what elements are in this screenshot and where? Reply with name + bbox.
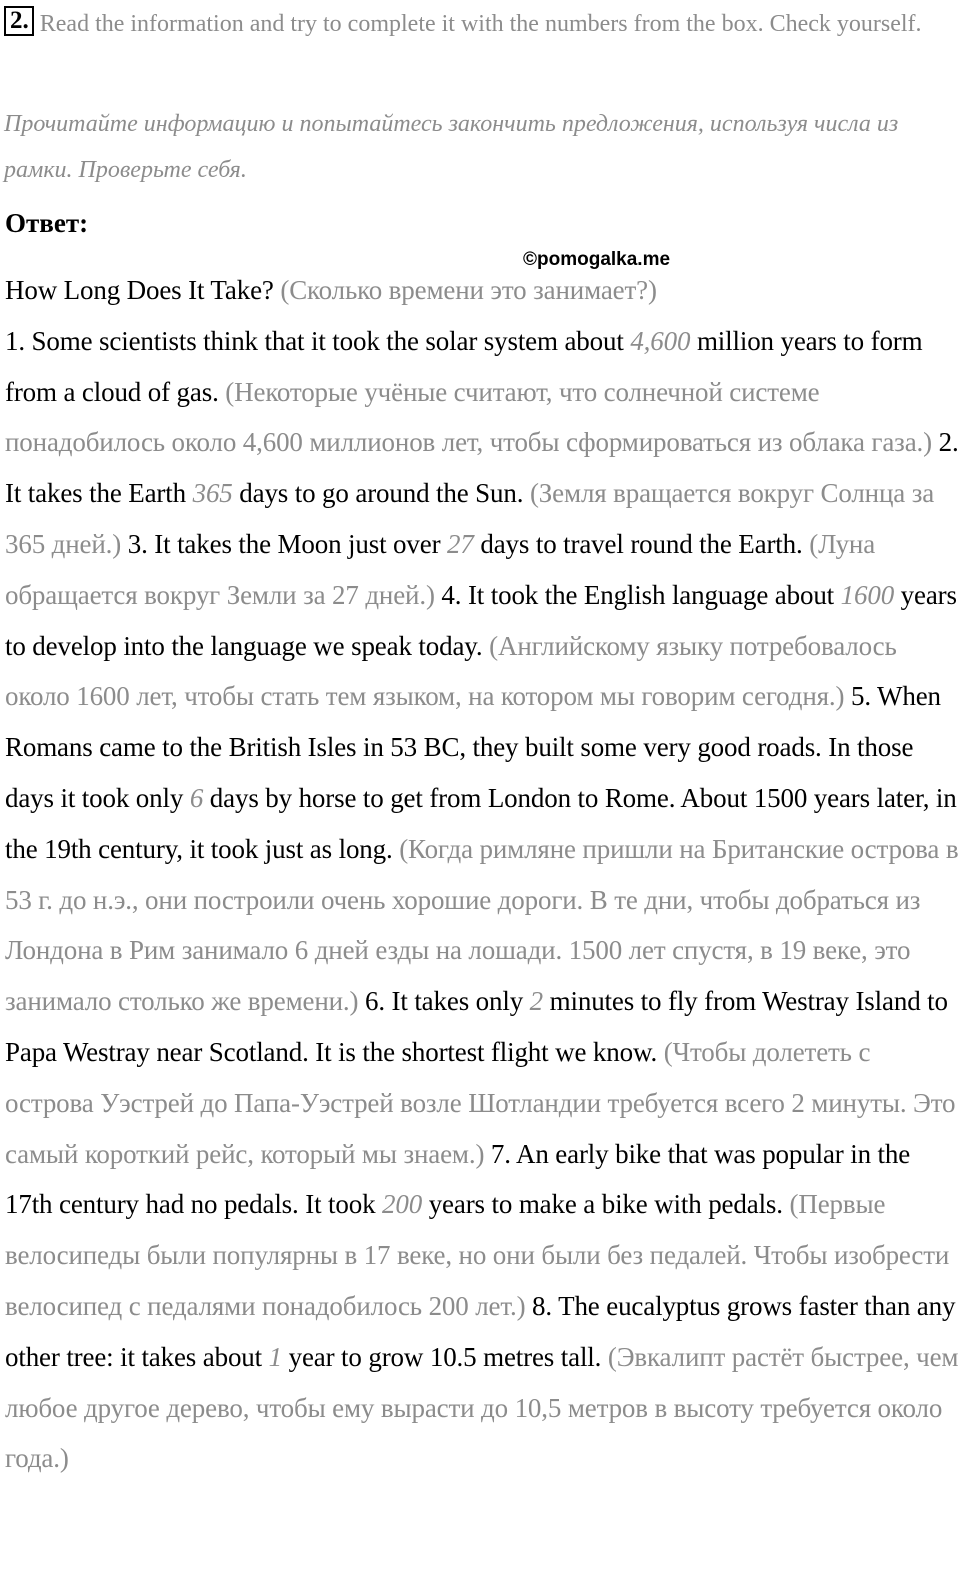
item-8-translation: (Эвкалипт растёт быстрее, чем любое другое дерево, чтобы ему вырасти до 10,5 метров в высоту требуется около года.) [5,1341,959,1474]
answer-title-ru: (Сколько времени это занимает?) [280,275,657,305]
item-4-text: 4. It took the English language about [441,579,835,610]
item-6-number: 2 [529,986,544,1017]
item-7-text: 7. An early bike that was popular in the 17th century had no pedals. It took [5,1138,911,1220]
item-4-text-after: years to develop into the language we speak today. [5,579,957,661]
item-2-translation: (Земля вращается вокруг Солнца за 365 дней.) [5,478,935,559]
task-number: 2. [4,6,34,36]
task-instruction-en: Read the information and try to complete it with the numbers from the box. Check yourself. [39,11,922,37]
item-5-number: 6 [189,782,204,813]
item-4-translation: (Английскому языку потребовалось около 1600 лет, чтобы стать тем языком, на котором мы говорим сегодня.) [5,630,897,712]
item-6-text: 6. It takes only [364,986,524,1017]
item-7-text-after: years to make a bike with pedals. [428,1189,783,1220]
answer-title [5,265,960,316]
item-5-text-after: days by horse to get from London to Rome. About 1500 years later, in the 19th century, it took just as long. [5,782,957,864]
item-2-number: 365 [192,478,233,509]
item-1-text: 1. Some scientists think that it took the solar system about [5,325,624,356]
item-8-number: 1 [268,1341,282,1372]
item-6-text-after: minutes to fly from Westray Island to Papa Westray near Scotland. It is the shortest flight we know. [5,986,948,1067]
item-3-text: 3. It takes the Moon just over [127,528,441,559]
item-1-text-after: million years to form from a cloud of gas. [5,325,923,407]
item-4-number: 1600 [840,579,895,610]
task-instruction [4,0,954,48]
item-2-text: 2. It takes the Earth [5,427,959,509]
item-1-translation: (Некоторые учёные считают, что солнечной системе понадобилось около 4,600 миллионов лет, чтобы сформироваться из облака газа.) [5,376,932,458]
item-2-text-after: days to go around the Sun. [239,478,524,509]
item-5-text: 5. When Romans came to the British Isles in 53 BC, they built some very good roads. In those days it took only [5,681,941,813]
item-6-translation: (Чтобы долететь с острова Уэстрей до Папа-Уэстрей возле Шотландии требуется всего 2 минуты. Это самый короткий рейс, который мы знаем.) [5,1036,956,1169]
item-7-translation: (Первые велосипеды были популярны в 17 веке, но они были без педалей. Чтобы изобрести велосипед с педалями понадобилось 200 лет.) [5,1189,950,1321]
answer-text [5,265,960,1484]
item-3-text-after: days to travel round the Earth. [480,528,803,559]
answer-title-en: How Long Does It Take? [5,275,274,305]
item-8-text: 8. The eucalyptus grows faster than any other tree: it takes about [5,1290,956,1372]
item-3-number: 27 [447,528,474,559]
answer-label: Ответ: [5,208,89,238]
item-7-number: 200 [382,1189,423,1220]
item-5-translation: (Когда римляне пришли на Британские острова в 53 г. до н.э., они построили очень хорошие дороги. В те дни, чтобы добраться из Лондона в Рим занимало 6 дней езды на лошади. 1500 лет спустя, в 19 веке, это занимало столько же времени.) [5,833,959,1017]
item-3-translation: (Луна обращается вокруг Земли за 27 дней.) [5,528,876,610]
item-8-text-after: year to grow 10.5 metres tall. [288,1341,602,1372]
item-1-number: 4,600 [630,325,691,356]
watermark: ©pomogalka.me [523,249,671,270]
task-instruction-ru: Прочитайте информацию и попытайтесь закончить предложения, используя числа из рамки. Проверьте себя. [4,111,899,183]
